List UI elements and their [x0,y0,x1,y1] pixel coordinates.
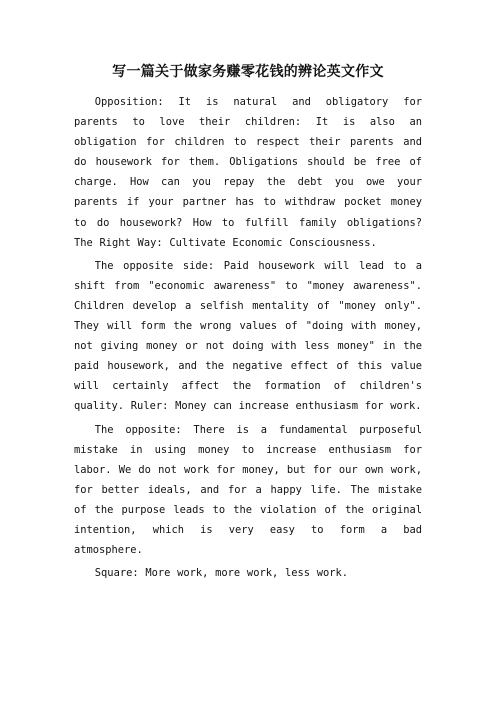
paragraph-opposite: The opposite: There is a fundamental purposeful mistake in using money to increase enthusiasm for labor. We do not work for money, but for our own work, for better ideals, and for a happy life. The mistake of the purpose leads to the violation of the original intention, which is very easy to form a bad atmosphere. [74,423,422,557]
document-title: 写一篇关于做家务赚零花钱的辨论英文作文 [112,64,384,80]
paragraph-opposite-side: The opposite side: Paid housework will lead to a shift from "economic awareness" to "money awareness". Children develop a selfish mentality of "money only". They will form the wrong values of "doing with money, not giving money or not doing with less money" in the paid housework, and the negative effect of this value will certainly affect the formation of children's quality. Ruler: Money can increase enthusiasm for work. [74,259,422,413]
paragraph-opposition: Opposition: It is natural and obligatory for parents to love their children: It is also an obligation for children to respect their parents and do housework for them. Obligations should be free of charge. How can you repay the debt you owe your parents if your partner has to withdraw pocket money to do housework? How to fulfill family obligations? The Right Way: Cultivate Economic Consciousness. [74,96,422,249]
paragraph-square: Square: More work, more work, less work. [94,567,349,580]
